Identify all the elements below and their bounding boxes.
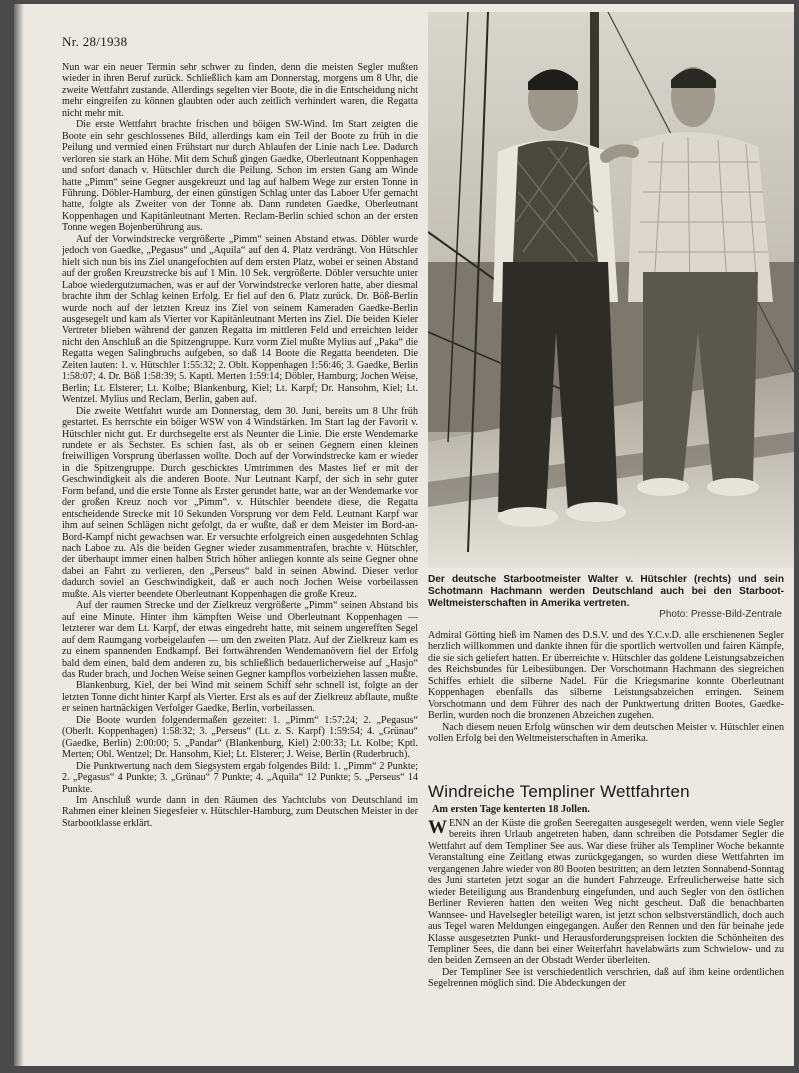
right-paragraph: Nach diesem neuen Erfolg wünschen wir dem deutschen Meister v. Hütschler einen vollen Erfolg bei den Weltmeisterschaften in Amerika.	[428, 721, 784, 745]
left-column	[62, 62, 418, 1062]
right-paragraph: Admiral Götting hieß im Namen des D.S.V. und des Y.C.v.D. alle erschienenen Segler herzlich willkommen und dankte ihnen für die sportlich wertvollen und fairen Kämpfe, die sie sich geliefert hatten. Er überreichte v. Hütschler das goldene Leistungsabzeichen des Reichsbundes für Leibesübungen. Der Vorschotmann Hachmann des siegreichen Schiffes erhielt die silberne Nadel. Für die Kriegsmarine konnte Oberleutnant Koppenhagen ebenfalls das silberne Leistungsabzeichen erringen. Seinem Vorschotmann und dem Führer des nach der Punktwertung dritten Bootes, Gaedke-Berlin, wurden noch die bronzenen Abzeichen zugehen.	[428, 630, 784, 722]
magazine-page	[14, 4, 794, 1066]
photo-credit: Photo: Presse-Bild-Zentrale	[659, 609, 782, 620]
binding-shadow	[14, 4, 24, 1066]
photo-caption: Der deutsche Starbootmeister Walter v. Hütschler (rechts) und sein Schotmann Hachmann werden Deutschland auch bei den Starboot-Weltmeisterschaften in Amerika vertreten.	[428, 574, 784, 610]
left-paragraph: Die Punktwertung nach dem Siegsystem ergab folgendes Bild: 1. „Pimm“ 2 Punkte; 2. „Pegasus“ 4 Punkte; 3. „Grünau“ 7 Punkte; 4. „Aquila“ 12 Punkte; 5. „Perseus“ 14 Punkte.	[62, 760, 418, 795]
left-paragraph: Nun war ein neuer Termin sehr schwer zu finden, denn die meisten Segler mußten wieder in ihren Beruf zurück. Schließlich kam am Donnerstag, morgens um 8 Uhr, die zweite Wettfahrt zustande. Allerdings segelten vier Boote, die in die Entscheidung nicht mehr eingreifen zu können glaubten oder auch zeitlich verhindert waren, die Regatta nicht mehr mit.	[62, 62, 418, 119]
left-paragraph: Blankenburg, Kiel, der bei Wind mit seinem Schiff sehr schnell ist, folgte an der letzten Tonne dicht hinter Karpf als Vierter. Erst als es auf der Zielkreuz abflaute, mußte er seinen hartnäckigen Verfolger Gaedke, Berlin, vorbeilassen.	[62, 680, 418, 715]
left-paragraph: Im Anschluß wurde dann in den Räumen des Yachtclubs von Deutschland im Rahmen einer kleinen Siegesfeier v. Hütschler-Hamburg, zum Deutschen Meister in der Starbootklasse erklärt.	[62, 795, 418, 829]
article-first-paragraph	[428, 818, 784, 967]
article-subheadline: Am ersten Tage kenterten 18 Jollen.	[432, 804, 590, 815]
left-paragraph: Die Boote wurden folgendermaßen gezeitet: 1. „Pimm“ 1:57:24; 2. „Pegasus“ (Oberlt. Koppenhagen) 1:58:32; 3. „Perseus“ (Lt. z. S. Karpf) 1:59:54; 4. „Grünau“ (Gaedke, Berlin) 2:00:00; 5. „Pandar“ (Blankenburg, Kiel) 2:00:33; Lt. Kolbe; Kptl. Merten; Obl. Wentzel; Dr. Hansohm, Kiel; Lt. Elsterer; J. Weise, Berlin (Ruderbruch).	[62, 714, 418, 761]
left-paragraph: Die erste Wettfahrt brachte frischen und böigen SW-Wind. Im Start zeigten die Boote ein sehr geschlossenes Bild, allerdings kam ein Teil der Boote zu früh in die Peilung und vermied einen Frühstart nur durch Ablaufen der Linie nach Lee. Dadurch verloren sie stark an Höhe. Mit dem Schuß gingen Gaedke, Oberleutnant Koppenhagen und sofort danach v. Hütschler durch die Peilung. Schon im ersten Gang am Winde hatte „Pimm“ seine Gegner ausgekreuzt und lag auf halbem Wege zur ersten Tonne in Führung. Döbler-Hamburg, der einen günstigen Schlag unter das Laboer Ufer gemacht hatte, folgte als Zweiter von der Tonne ab. Dann rundeten Gaedke, Oberleutnant Koppenhagen und Kapitänleutnant Merten. Reclam-Berlin schied schon an der ersten Tonne wegen Bojenberührung aus.	[62, 119, 418, 234]
article-paragraph: Der Templiner See ist verschiedentlich verschrien, daß auf ihm keine ordentlichen Segelrennen möglich sind. Die Abdeckungen der	[428, 966, 784, 990]
left-paragraph: Auf der raumen Strecke und der Zielkreuz vergrößerte „Pimm“ seinen Abstand bis auf eine Minute. Hinter ihm kämpften Weise und Oberleutnant Koppenhagen — letzterer war dem Lt. Karpf, der etwas eingedreht hatte, mit seinem ungerefften Segel auf dem Raumgang vorbeigelaufen — um den zweiten Platz. Auf der Zielkreuz kam es zu einem spannenden Endkampf. Bei fortwährenden Wendemanövern fiel der Erfolg bald dem einen, bald dem anderen zu, bis schließlich bedauerlicherweise auf „Hasjo“ das Ruder brach, und Jochen Weise seinen Gegner kampflos vorbeiziehen lassen mußte.	[62, 600, 418, 681]
left-paragraph: Auf der Vorwindstrecke vergrößerte „Pimm“ seinen Abstand etwas. Döbler wurde jedoch von Gaedke, „Pegasus“ und „Aquila“ auf den 4. Platz verdrängt. Von Hütschler hielt sich nun bis ins Ziel unangefochten auf dem ersten Platz, wobei er seinen Abstand auf der großen Kreuzstrecke bis auf 1 Min. 10 Sek. vergrößerte. Döbler versuchte unter Laboe wiedergutzumachen, was er auf der Vorwindstrecke verloren hatte, aber diesmal brachte ihm der Schlag keinen Erfolg. Er fiel auf den 6. Platz zurück. Dr. Böß-Berlin wurde noch auf der letzten Kreuz ins Ziel von seinem Kameraden Gaedke-Berlin ausgesegelt und kam als Vierter vor Kapitänleutnant Merten ins Ziel. Die beiden Kieler Vertreter blieben während der ganzen Regatta im mittleren Feld und erreichten leider nicht den Anschluß an die Spitzengruppe. Kurz vorm Ziel mußte Mylius auf „Paka“ die Regatta wegen Salingbruchs aufgeben, so daß 14 Boote die Regatta beendeten. Die Zeiten lauten: 1. v. Hütschler 1:55:32; 2. Oblt. Koppenhagen 1:56:46; 3. Gaedke, Berlin 1:58:07; 4. Dr. Böß 1:58:39; 5. Kaptl. Merten 1:59:14; Döbler, Hamburg; Jochen Weise, Berlin; Lt. Elsterer; Lt. Kolbe; Blankenburg, Kiel; Lt. Karpf; Dr. Hansohm, Kiel; Lt. Wentzel. Mylius und Reclam, Berlin, gaben auf.	[62, 233, 418, 406]
article-body	[428, 818, 784, 990]
photo-illustration	[428, 12, 794, 568]
article-first-paragraph-text: ENN an der Küste die großen Seeregatten ausgesegelt werden, wenn viele Segler bereits ihren Urlaub angetreten haben, dann schreiben die Potsdamer Segler die Wettfahrt auf dem Templiner See aus. War diese früher als Templiner Woche bekannte Veranstaltung eine Zeitlang etwas zurückgegangen, so wurden diese Wettfahrten im vergangenen Jahre wieder von 80 Booten bestritten; an dem letzten Sonnabend-Sonntag des Juni starteten jetzt sogar an die hundert Fahrzeuge. Erfreulicherweise hatte sich wieder Beteiligung aus Brandenburg eingefunden, und auch Segler von den östlichen Berliner Revieren hatten den weiten Weg nicht gescheut. Daß die benachbarten Wannsee- und Havelsegler beteiligt waren, ist jetzt schon selbstverständlich, doch auch aus Tegel waren Meldungen eingegangen. Außer den Rennen und den für beinahe jede Klasse ausgesetzten Punkt- und Herausforderungspreisen lockten die Schönheiten des Templiner Sees, die dann bei einer Weiterfahrt havelabwärts zum Schwielow- und zu den beiden Zernseen an der Obstadt Werder überleiten.	[428, 818, 784, 967]
page-number: Nr. 28/1938	[62, 34, 128, 49]
left-paragraph: Die zweite Wettfahrt wurde am Donnerstag, dem 30. Juni, bereits um 8 Uhr früh gestartet. Es herrschte ein böiger WSW von 4 Windstärken. Im Start lag der Favorit v. Hütschler nicht gut. Er durchsegelte erst als Neunter die Linie. Die erste Wendemarke rundete er als Sechster. Es schien fast, als ob er seinen Gegnern einen kleinen freiwilligen Vorsprung überlassen wollte. Doch auf der Vorwindstrecke kam er wieder in die Spitzengruppe. Durch geschicktes Umtrimmen des Mastes lief er mit der Geschwindigkeit als die anderen Boote. Nur Leutnant Karpf, der sich in sehr guter Form befand, und die erste Tonne als Erster gerundet hatte, war an der Wendemarke vor der großen Kreuz noch vor „Pimm“. v. Hütschler beendete diese, die Regatta entscheidende Strecke mit 10 Sekunden Vorsprung vor dem Feld. Leutnant Karpf war ihm auf seinen Schlägen nicht gefolgt, da er wußte, daß er dem Meister im Bord-an-Bord-Kampf nicht gewachsen war. Er versuchte erfolgreich einen ausgedehnten Schlag nach Laboe zu. Als die beiden Gegner wieder zusammentrafen, brachte v. Hütschler, der überhaupt immer einen halben Strich höher anliegen konnte als seine Gegner ohne dabei an Fahrt zu verlieren, den „Perseus“ bald in seinen Abwind. Dieser verlor dadurch soviel an Geschwindigkeit, daß er auch noch Jochen Weise vorbeilassen mußte. Als vierter beendete Oberleutnant Koppenhagen die große Kreuz.	[62, 405, 418, 600]
sailors-photo	[428, 12, 794, 568]
article-headline: Windreiche Templiner Wettfahrten	[428, 782, 690, 801]
right-column-continuation	[428, 630, 784, 745]
drop-cap: W	[428, 817, 447, 838]
